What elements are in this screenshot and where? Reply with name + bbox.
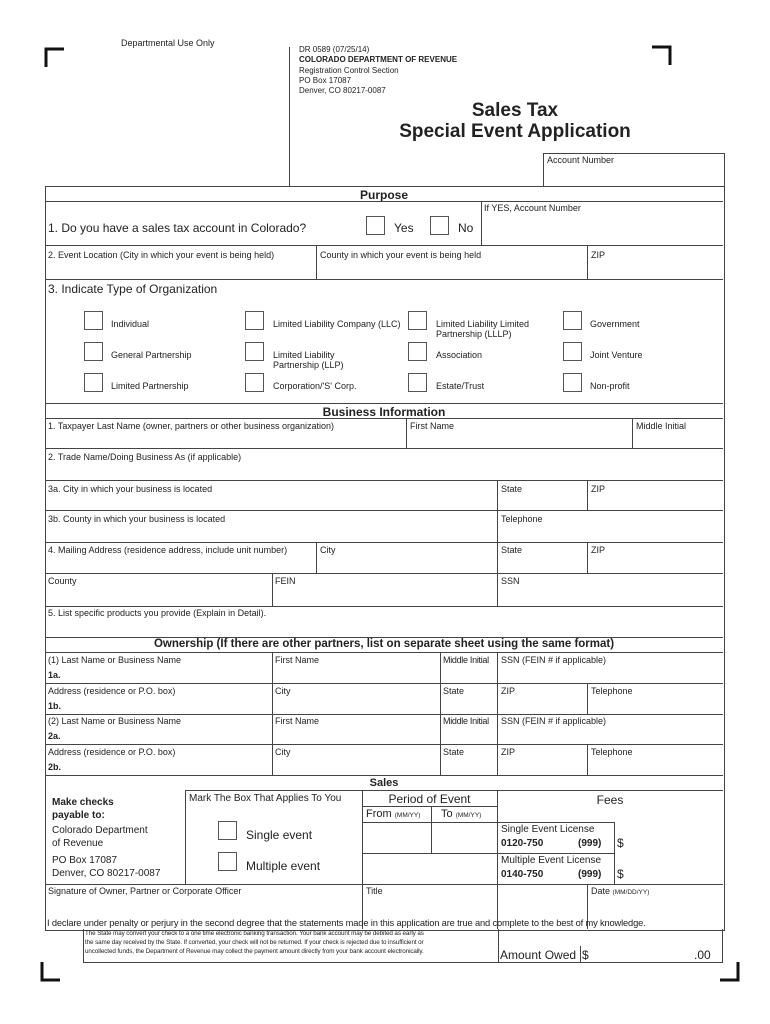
single-fee-amount-field[interactable] <box>628 830 718 850</box>
title-label: Title <box>366 886 383 896</box>
form-number: DR 0589 (07/25/14) <box>299 45 370 54</box>
owner2-ssn-label: SSN (FEIN # if applicable) <box>501 716 607 726</box>
taxpayer-middle-initial-label: Middle Initial <box>636 421 687 431</box>
agency-name: COLORADO DEPARTMENT OF REVENUE <box>299 55 458 64</box>
amount-owed-dollar: $ <box>582 948 589 962</box>
business-city-label: 3a. City in which your business is located <box>48 484 213 494</box>
multiple-event-checkbox[interactable] <box>218 852 237 871</box>
owner2-telephone-label: Telephone <box>591 747 633 757</box>
period-of-event-label: Period of Event <box>388 792 471 806</box>
single-from-field[interactable] <box>364 824 429 852</box>
multiple-license-fee-code: (999) <box>578 869 602 880</box>
products-label: 5. List specific products you provide (Explain in Detail). <box>48 608 267 618</box>
org-estate-trust-checkbox[interactable] <box>408 373 427 392</box>
org-llc-label: Limited Liability Company (LLC) <box>273 319 401 329</box>
business-telephone-label: Telephone <box>501 514 543 524</box>
from-label: From (MM/YY) <box>366 808 421 820</box>
single-event-label: Single event <box>246 828 313 842</box>
single-license-label: Single Event License <box>501 824 595 835</box>
org-llc-checkbox[interactable] <box>245 311 264 330</box>
org-individual-label: Individual <box>111 319 150 329</box>
ssn-label: SSN <box>501 576 520 586</box>
owner1-zip-label: ZIP <box>501 686 516 696</box>
yes-label: Yes <box>394 221 414 235</box>
signature-label: Signature of Owner, Partner or Corporate Officer <box>48 886 242 896</box>
owner1-state-label: State <box>443 686 465 696</box>
org-lllp-checkbox[interactable] <box>408 311 427 330</box>
owner1-ssn-label: SSN (FEIN # if applicable) <box>501 655 607 665</box>
agency-city: Denver, CO 80217-0087 <box>299 86 386 95</box>
departmental-use-label: Departmental Use Only <box>121 38 215 48</box>
fine-print-line3: uncollected funds, the Department of Revenue may collect the payment amount directly from your bank account electronically. <box>85 948 424 955</box>
owner2-last-name-label: (2) Last Name or Business Name <box>48 716 182 726</box>
org-corporation-checkbox[interactable] <box>245 373 264 392</box>
corner-mark-bottom-left <box>40 962 60 982</box>
no-label: No <box>458 221 474 235</box>
owner2-first-name-label: First Name <box>275 716 320 726</box>
fees-label: Fees <box>596 793 624 807</box>
owner2-zip-label: ZIP <box>501 747 516 757</box>
if-yes-account-field[interactable] <box>482 215 722 244</box>
taxpayer-first-name-label: First Name <box>410 421 455 431</box>
corner-mark-top-left <box>44 47 64 67</box>
no-checkbox[interactable] <box>430 216 449 235</box>
mailing-state-label: State <box>501 545 523 555</box>
single-fee-dollar: $ <box>617 836 624 850</box>
q1-sales-tax-account: 1. Do you have a sales tax account in Colorado? <box>48 221 307 235</box>
declaration-text: I declare under penalty or perjury in the second degree that the statements made in this application are true and complete to the best of my knowledge. <box>47 918 646 928</box>
form-title-line2: Special Event Application <box>399 121 631 142</box>
single-to-field[interactable] <box>433 824 496 852</box>
fine-print-line1: The State may convert your check to a one time electronic banking transaction. Your bank account may be debited as early as <box>85 930 424 937</box>
org-government-label: Government <box>590 319 640 329</box>
multiple-license-code: 0140-750 <box>501 869 544 880</box>
org-lllp-label: Limited Liability Limited Partnership (LLLP) <box>436 319 530 339</box>
agency-pobox: PO Box 17087 <box>299 76 352 85</box>
purpose-heading: Purpose <box>359 188 408 202</box>
mailing-city-label: City <box>320 545 336 555</box>
org-nonprofit-checkbox[interactable] <box>563 373 582 392</box>
sales-heading: Sales <box>369 777 399 789</box>
owner2-address-label: Address (residence or P.O. box) <box>48 747 176 757</box>
org-individual-checkbox[interactable] <box>84 311 103 330</box>
owner1-line-1a: 1a. <box>48 670 61 680</box>
single-license-fee-code: (999) <box>578 838 602 849</box>
org-limited-partnership-label: Limited Partnership <box>111 381 189 391</box>
mailing-zip-label: ZIP <box>591 545 606 555</box>
org-joint-venture-checkbox[interactable] <box>563 342 582 361</box>
event-location-label: 2. Event Location (City in which your event is being held) <box>48 250 275 260</box>
event-county-label: County in which your event is being held <box>320 250 482 260</box>
payee-line4: Denver, CO 80217-0087 <box>52 868 161 879</box>
corner-mark-top-right <box>652 45 672 65</box>
org-general-partnership-label: General Partnership <box>111 350 192 360</box>
to-label: To (MM/YY) <box>441 808 482 820</box>
owner1-middle-initial-label: Middle Initial <box>443 655 489 665</box>
multiple-fee-dollar: $ <box>617 867 624 881</box>
single-event-checkbox[interactable] <box>218 821 237 840</box>
owner1-line-1b: 1b. <box>48 701 62 711</box>
business-zip-label: ZIP <box>591 484 606 494</box>
owner1-telephone-label: Telephone <box>591 686 633 696</box>
org-nonprofit-label: Non-profit <box>590 381 630 391</box>
mark-box-label: Mark The Box That Applies To You <box>189 793 342 804</box>
owner2-line-2a: 2a. <box>48 731 61 741</box>
amount-owed-cents: .00 <box>694 948 711 962</box>
payee-line2: of Revenue <box>52 838 104 849</box>
agency-section: Registration Control Section <box>299 66 399 75</box>
owner1-first-name-label: First Name <box>275 655 320 665</box>
yes-checkbox[interactable] <box>366 216 385 235</box>
business-state-label: State <box>501 484 523 494</box>
org-limited-partnership-checkbox[interactable] <box>84 373 103 392</box>
business-county-label: 3b. County in which your business is located <box>48 514 226 524</box>
business-info-heading: Business Information <box>322 405 446 419</box>
payable-to-label: payable to: <box>52 810 105 821</box>
owner2-middle-initial-label: Middle Initial <box>443 716 489 726</box>
taxpayer-last-name-label: 1. Taxpayer Last Name (owner, partners or other business organization) <box>48 421 334 431</box>
multiple-fee-amount-field[interactable] <box>628 861 718 881</box>
mailing-address-label: 4. Mailing Address (residence address, include unit number) <box>48 545 288 555</box>
county-label: County <box>48 576 77 586</box>
org-llp-label: Limited Liability Partnership (LLP) <box>273 350 344 370</box>
org-joint-venture-label: Joint Venture <box>590 350 643 360</box>
single-license-code: 0120-750 <box>501 838 544 849</box>
q3-organization-type: 3. Indicate Type of Organization <box>48 282 218 296</box>
owner1-address-label: Address (residence or P.O. box) <box>48 686 176 696</box>
multiple-period-field[interactable] <box>364 855 496 883</box>
if-yes-account-label: If YES, Account Number <box>484 203 581 213</box>
org-corporation-label: Corporation/'S' Corp. <box>273 381 357 391</box>
owner2-city-label: City <box>275 747 291 757</box>
multiple-event-label: Multiple event <box>246 859 321 873</box>
account-number-label: Account Number <box>547 155 615 165</box>
org-government-checkbox[interactable] <box>563 311 582 330</box>
corner-mark-bottom-right <box>720 962 740 982</box>
ownership-heading: Ownership (If there are other partners, list on separate sheet using the same format) <box>153 638 615 650</box>
trade-name-label: 2. Trade Name/Doing Business As (if applicable) <box>48 452 242 462</box>
owner1-last-name-label: (1) Last Name or Business Name <box>48 655 182 665</box>
org-estate-trust-label: Estate/Trust <box>436 381 485 391</box>
owner2-state-label: State <box>443 747 465 757</box>
fein-label: FEIN <box>275 576 296 586</box>
fine-print-line2: the same day received by the State. If converted, your check will not be returned. If your check is rejected due to insufficient or <box>85 939 424 946</box>
org-general-partnership-checkbox[interactable] <box>84 342 103 361</box>
multiple-license-label: Multiple Event License <box>501 855 602 866</box>
form-title-line1: Sales Tax <box>471 100 559 121</box>
org-llp-checkbox[interactable] <box>245 342 264 361</box>
org-association-label: Association <box>436 350 483 360</box>
make-checks-label: Make checks <box>52 797 114 808</box>
payee-line3: PO Box 17087 <box>52 855 118 866</box>
payee-line1: Colorado Department <box>52 825 148 836</box>
date-label: Date (MM/DD/YY) <box>591 886 650 896</box>
owner1-city-label: City <box>275 686 291 696</box>
amount-owed-field[interactable] <box>596 946 691 962</box>
amount-owed-label: Amount Owed <box>500 948 577 962</box>
event-zip-label: ZIP <box>591 250 606 260</box>
org-association-checkbox[interactable] <box>408 342 427 361</box>
owner2-line-2b: 2b. <box>48 762 62 772</box>
